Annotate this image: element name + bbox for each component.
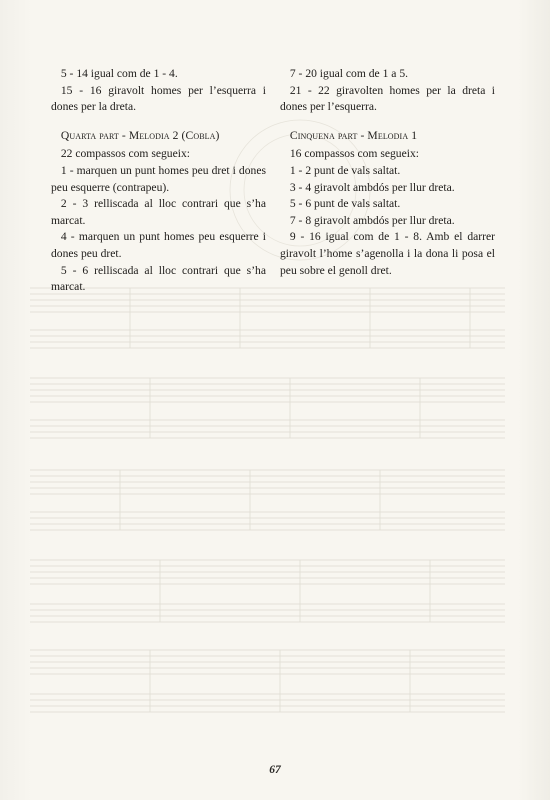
paragraph: 9 - 16 igual com de 1 - 8. Amb el darrer giravolt l’home s’agenolla i la dona li posa el peu sobre el genoll dret. [280, 230, 495, 277]
left-column [51, 66, 266, 296]
paragraph: 5 - 14 igual com de 1 - 4. [60, 67, 178, 80]
paragraph: 7 - 20 igual com de 1 a 5. [289, 67, 409, 80]
paragraph: 5 - 6 relliscada al lloc contrari que s’ha marcat. [51, 263, 266, 294]
paragraph: 2 - 3 relliscada al lloc contrari que s’ha marcat. [51, 197, 266, 227]
paragraph: 4 - marquen un punt homes peu esquerre i dones peu dret. [51, 230, 266, 260]
paragraph: 15 - 16 giravolt homes per l’esquerra i dones per la dreta. [51, 83, 266, 114]
section-intro: 22 compassos com segueix: [60, 147, 190, 161]
right-column [280, 66, 495, 279]
paragraph: 21 - 22 giravolten homes per la dreta i dones per l’esquerra. [280, 83, 495, 114]
paragraph: 7 - 8 giravolt ambdós per llur dreta. [289, 213, 455, 227]
page-number: 67 [269, 764, 281, 776]
paragraph: 3 - 4 giravolt ambdós per llur dreta. [289, 180, 455, 194]
paragraph: 1 - marquen un punt homes peu dret i dones peu esquerre (contrapeu). [51, 163, 266, 194]
section-intro: 16 compassos com segueix: [289, 147, 419, 161]
paragraph: 1 - 2 punt de vals saltat. [289, 163, 401, 177]
section-heading: Quarta part - Melodia 2 (Cobla) [60, 128, 220, 142]
section-heading: Cinquena part - Melodia 1 [289, 128, 418, 142]
paragraph: 5 - 6 punt de vals saltat. [289, 197, 401, 211]
